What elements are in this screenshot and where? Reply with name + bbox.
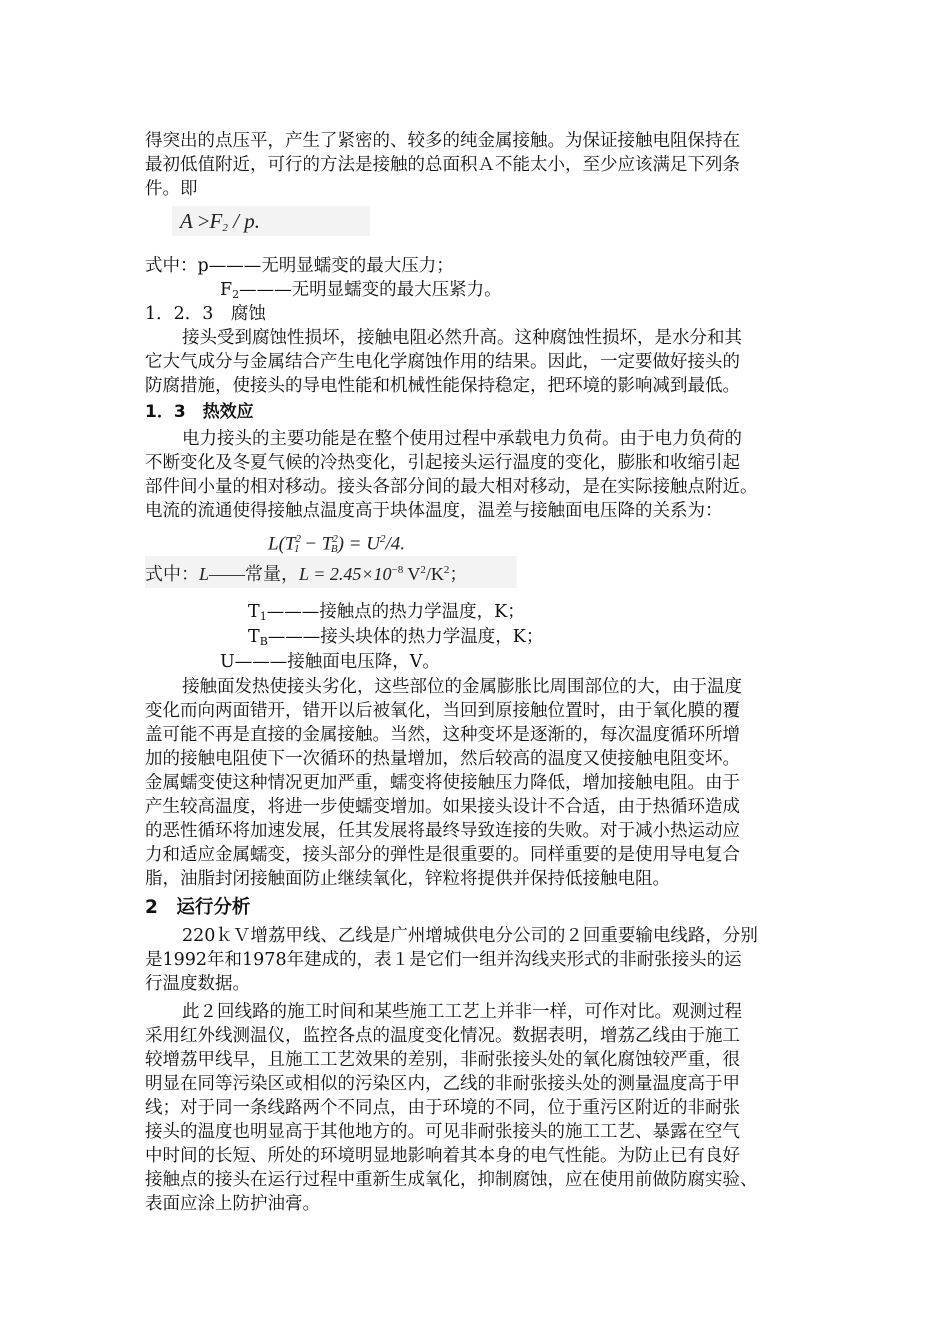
formula-part: ) = U	[337, 533, 380, 555]
formula-part: /4.	[385, 533, 405, 555]
formula-part: − T	[299, 533, 333, 555]
formula-sub: B	[330, 543, 338, 556]
where-line: U———接触面电压降，V。	[220, 652, 440, 672]
paragraph-line: 行温度数据。	[145, 974, 250, 994]
paragraph-line: 线；对于同一条线路两个不同点，由于环境的不同，位于重污区附近的非耐张	[145, 1098, 740, 1118]
paragraph-line: 它大气成分与金属结合产生电化学腐蚀作用的结果。因此，一定要做好接头的	[145, 352, 740, 372]
paragraph-line: 电力接头的主要功能是在整个使用过程中承载电力负荷。由于电力负荷的	[182, 429, 742, 449]
paragraph-line: 力和适应金属蠕变，接头部分的弹性是很重要的。同样重要的是使用导电复合	[145, 845, 740, 865]
paragraph-line: 得突出的点压平，产生了紧密的、较多的纯金属接触。为保证接触电阻保持在	[145, 131, 740, 151]
formula-prefix: 式中：	[145, 564, 199, 584]
formula-unit: V	[403, 564, 421, 584]
section-heading-2: 2 运行分析	[145, 897, 251, 918]
formula-sup: 2	[420, 564, 426, 576]
paragraph-line: 件。即	[145, 179, 198, 199]
paragraph-line: 接触点的接头在运行过程中重新生成氧化，抑制腐蚀，应在使用前做防腐实验、	[145, 1170, 758, 1190]
paragraph-line: 接头受到腐蚀性损坏，接触电阻必然升高。这种腐蚀性损坏，是水分和其	[182, 328, 742, 348]
var-sub: B	[259, 635, 268, 648]
paragraph-line: 加的接触电阻使下一次循环的热量增加，然后较高的温度又使接触电阻变坏。	[145, 749, 740, 769]
formula-constant-definition	[145, 556, 517, 588]
var-tb: T	[248, 627, 260, 647]
paragraph-line: 产生较高温度，将进一步使蠕变增加。如果接头设计不合适，由于热循环造成	[145, 797, 740, 817]
formula-sup: 2	[443, 564, 450, 576]
formula-area-condition	[172, 206, 370, 236]
formula-unit: /K	[425, 564, 444, 584]
paragraph-line: 此２回线路的施工时间和某些施工工艺上并非一样，可作对比。观测过程	[182, 1002, 742, 1022]
paragraph-line: 盖可能不再是直接的金属接触。当然，这种变坏是逐渐的，每次温度循环所增	[145, 725, 740, 745]
formula-var: L	[199, 564, 210, 584]
section-heading-1-3: 1．3 热效应	[145, 402, 254, 422]
section-heading-1-2-3: 1．2．3 腐蚀	[145, 304, 266, 324]
formula-symbol-f: F	[209, 209, 223, 233]
var-f-desc: ———无明显蠕变的最大压紧力。	[239, 280, 502, 300]
paragraph-line: 电流的流通使得接触点温度高于块体温度，温差与接触面电压降的关系为：	[145, 501, 723, 521]
formula-part: L = 2.45×10	[299, 564, 392, 584]
var-desc: ———接头块体的热力学温度，K；	[267, 627, 544, 647]
formula-part: ——常量，	[209, 564, 300, 584]
paragraph-line: 部件间小量的相对移动。接头各部分间的最大相对移动，是在实际接触点附近。	[145, 477, 758, 497]
formula-rest: / p.	[233, 209, 260, 233]
formula-end: ；	[449, 564, 468, 584]
formula-operator: >	[197, 209, 210, 233]
paragraph-line: 最初低值附近，可行的方法是接触的总面积Ａ不能太小，至少应该满足下列条	[145, 155, 740, 175]
var-f-sub: 2	[232, 288, 240, 301]
paragraph-line: 接头的温度也明显高于其他地方的。可见非耐张接头的施工工艺、暴露在空气	[145, 1122, 740, 1142]
formula-symbol-a: A	[180, 209, 193, 233]
formula-sup: −8	[391, 564, 404, 576]
paragraph-line: 表面应涂上防护油膏。	[145, 1194, 320, 1214]
var-desc: ———接触点的热力学温度，K；	[266, 602, 525, 622]
paragraph-line: 的恶性循环将加速发展，任其发展将最终导致连接的失败。对于减小热运动应	[145, 821, 740, 841]
paragraph-line: 脂，油脂封闭接触面防止继续氧化，锌粒将提供并保持低接触电阻。	[145, 869, 670, 889]
formula-subscript: 2	[222, 222, 228, 234]
where-line: 式中：p———无明显蠕变的最大压力；	[145, 256, 454, 276]
var-sub: 1	[259, 610, 267, 623]
paragraph-line: 金属蠕变使这种情况更加严重，蠕变将使接触压力降低，增加接触电阻。由于	[145, 773, 740, 793]
paragraph-line: 变化而向两面错开，错开以后被氧化，当回到原接触位置时，由于氧化膜的覆	[145, 701, 740, 721]
formula-sup: 2	[332, 533, 338, 545]
formula-part: L(T	[268, 533, 296, 555]
var-f: F	[220, 280, 233, 300]
var-t1: T	[248, 602, 260, 622]
paragraph-line: 中时间的长短、所处的环境明显地影响着其本身的电气性能。为防止已有良好	[145, 1146, 740, 1166]
paragraph-line: 不断变化及冬夏气候的冷热变化，引起接头运行温度的变化，膨胀和收缩引起	[145, 453, 740, 473]
paragraph-line: 防腐措施，使接头的导电性能和机械性能保持稳定，把环境的影响减到最低。	[145, 376, 740, 396]
paragraph-line: 是1992年和1978年建成的，表１是它们一组并沟线夹形式的非耐张接头的运	[145, 950, 742, 970]
paragraph-line: 较增荔甲线早，且施工工艺效果的差别，非耐张接头处的氧化腐蚀较严重，很	[145, 1050, 740, 1070]
formula-sup: 2	[379, 533, 386, 545]
paragraph-line: 明显在同等污染区或相似的污染区内，乙线的非耐张接头处的测量温度高于甲	[145, 1074, 740, 1094]
paragraph-line: 接触面发热使接头劣化，这些部位的金属膨胀比周围部位的大，由于温度	[182, 677, 742, 697]
paragraph-line: 采用红外线测温仪，监控各点的温度变化情况。数据表明，增荔乙线由于施工	[145, 1026, 740, 1046]
formula-sub: 1	[293, 543, 300, 556]
paragraph-line: 220ｋＶ增荔甲线、乙线是广州增城供电分公司的２回重要输电线路，分别	[182, 926, 758, 946]
formula-sup: 2	[295, 533, 301, 545]
